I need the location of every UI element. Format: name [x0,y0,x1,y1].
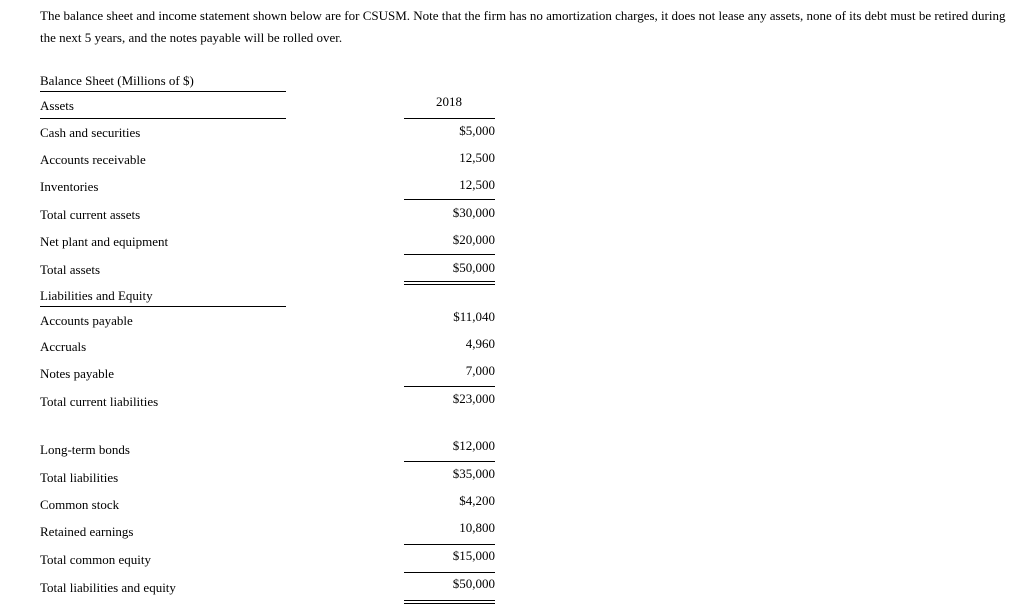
subtotal-rule-total-liab-equity [404,572,495,573]
row-value-retained-earnings: 10,800 [459,520,495,535]
row-value-total-assets: $50,000 [452,260,495,275]
row-value-accruals: 4,960 [465,336,495,351]
row-label-total-assets: Total assets [40,262,101,277]
row-value-net-plant: $20,000 [452,232,495,247]
subtotal-rule-current-assets [404,199,495,200]
row-value-receivables: 12,500 [459,150,495,165]
row-value-long-term-bonds: $12,000 [452,438,495,453]
row-value-cash: $5,000 [459,123,495,138]
row-label-receivables: Accounts receivable [40,152,146,167]
subtotal-rule-common-equity [404,544,495,545]
double-rule-total-assets [404,281,495,285]
row-label-notes-payable: Notes payable [40,366,115,381]
liabilities-underline [40,306,286,307]
row-label-net-plant: Net plant and equipment [40,234,169,249]
row-label-total-common-equity: Total common equity [40,552,152,567]
row-label-cash: Cash and securities [40,125,141,140]
subtotal-rule-current-liabilities [404,386,495,387]
liabilities-heading: Liabilities and Equity [40,288,153,303]
row-label-total-liabilities: Total liabilities [40,470,119,485]
row-label-inventories: Inventories [40,179,99,194]
year-header: 2018 [436,94,462,109]
year-underline [404,118,495,119]
row-value-inventories: 12,500 [459,177,495,192]
double-rule-total-liab-equity [404,600,495,604]
row-value-common-stock: $4,200 [459,493,495,508]
row-value-total-liabilities-equity: $50,000 [452,576,495,591]
row-label-total-current-assets: Total current assets [40,207,141,222]
assets-heading: Assets [40,98,74,113]
title-underline [40,91,286,92]
row-label-common-stock: Common stock [40,497,120,512]
row-value-total-liabilities: $35,000 [452,466,495,481]
row-value-accounts-payable: $11,040 [453,309,495,324]
row-label-retained-earnings: Retained earnings [40,524,134,539]
balance-sheet-title: Balance Sheet (Millions of $) [40,73,194,88]
assets-underline [40,118,286,119]
subtotal-rule-total-liabilities [404,461,495,462]
row-label-long-term-bonds: Long-term bonds [40,442,130,457]
row-label-total-liabilities-equity: Total liabilities and equity [40,580,176,595]
row-label-accruals: Accruals [40,339,87,354]
row-value-total-common-equity: $15,000 [452,548,495,563]
subtotal-rule-total-assets [404,254,495,255]
row-value-notes-payable: 7,000 [465,363,495,378]
row-label-total-current-liabilities: Total current liabilities [40,394,159,409]
row-value-total-current-liabilities: $23,000 [452,391,495,406]
row-value-total-current-assets: $30,000 [452,205,495,220]
row-label-accounts-payable: Accounts payable [40,313,133,328]
intro-paragraph: The balance sheet and income statement shown below are for CSUSM. Note that the firm has no amortization charges, it does not lease any assets, none of its debt must be retired during the next 5 years, and the notes payable will be rolled over. [40,8,1006,45]
